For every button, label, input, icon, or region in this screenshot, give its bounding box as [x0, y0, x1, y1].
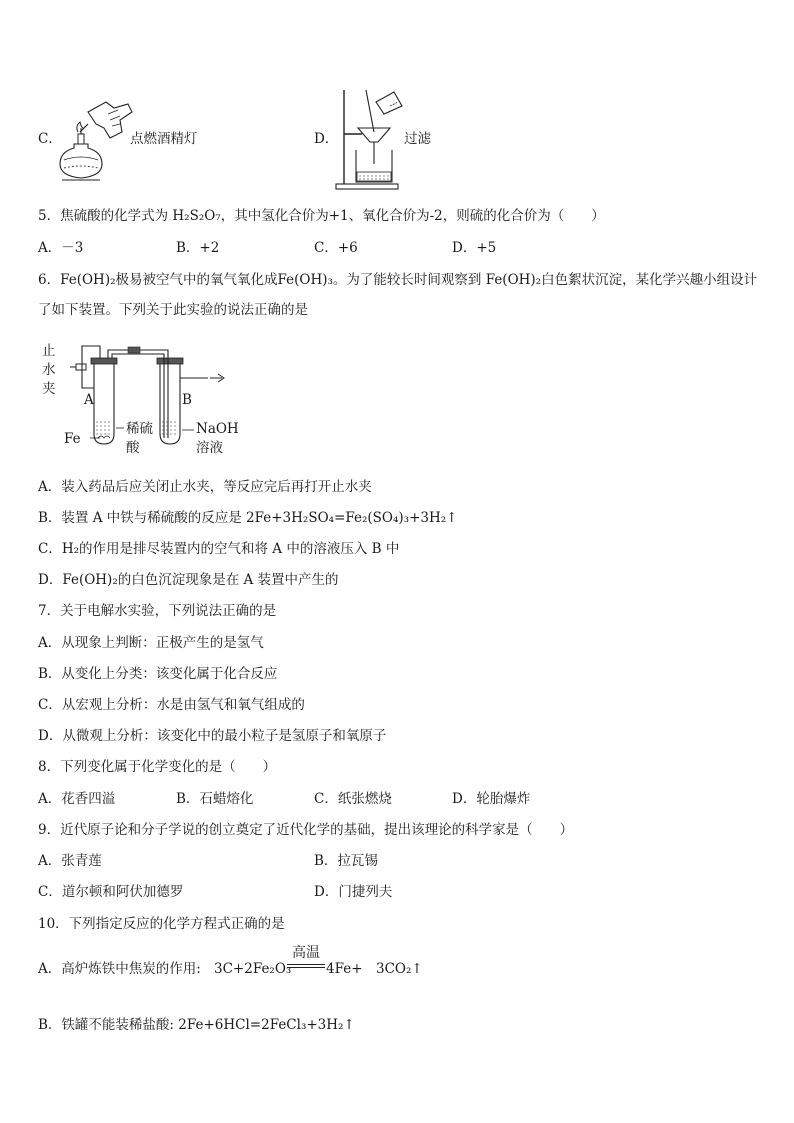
- option-d-caption: 过滤: [404, 131, 431, 147]
- q10-condition-bar-bottom: [287, 967, 325, 968]
- filtration-apparatus-figure: [332, 84, 404, 192]
- clamp-label-3: 夹: [42, 381, 56, 397]
- question-7-stem: 7．关于电解水实验，下列说法正确的是: [38, 603, 277, 619]
- tube-a-label: A: [84, 392, 94, 408]
- q10-option-b: B．铁罐不能装稀盐酸: 2Fe+6HCl=2FeCl₃+3H₂↑: [38, 1017, 355, 1033]
- q8-option-b: B．石蜡熔化: [176, 791, 254, 807]
- tube-b-label: B: [182, 392, 192, 408]
- q5-option-c: C．+6: [314, 240, 358, 256]
- q7-option-d: D．从微观上分析：该变化中的最小粒子是氢原子和氧原子: [38, 728, 387, 744]
- q10-option-a-condition: 高温: [292, 945, 320, 961]
- dilute-acid-label-1: 稀硫: [126, 421, 153, 437]
- q6-option-b: B．装置 A 中铁与稀硫酸的反应是 2Fe+3H₂SO₄=Fe₂(SO₄)₃+3H₂↑: [38, 510, 458, 526]
- q5-option-d: D．+5: [452, 240, 497, 256]
- fe-oh2-apparatus-figure: [38, 338, 238, 460]
- q6-option-d: D．Fe(OH)₂的白色沉淀现象是在 A 装置中产生的: [38, 572, 339, 588]
- q8-option-a: A．花香四溢: [38, 791, 116, 807]
- q7-option-a: A．从现象上判断：正极产生的是氢气: [38, 635, 264, 651]
- q5-option-a: A．－3: [38, 240, 84, 256]
- q10-option-a-rhs: 4Fe+ 3CO₂↑: [326, 961, 423, 977]
- q10-option-a-lhs: 3C+2Fe₂O₃: [214, 961, 292, 977]
- q9-option-a: A．张青莲: [38, 853, 102, 869]
- dilute-acid-label-2: 酸: [126, 440, 140, 456]
- question-9-stem: 9．近代原子论和分子学说的创立奠定了近代化学的基础，提出该理论的科学家是（ ）: [38, 822, 574, 838]
- option-c-label: C．: [38, 131, 62, 147]
- q8-option-c: C．纸张燃烧: [314, 791, 392, 807]
- q9-option-c: C．道尔顿和阿伏加德罗: [38, 884, 184, 900]
- q5-option-b: B．+2: [176, 240, 220, 256]
- naoh-label-1: NaOH: [196, 421, 239, 437]
- q9-option-d: D．门捷列夫: [314, 884, 393, 900]
- q7-option-b: B．从变化上分类：该变化属于化合反应: [38, 666, 278, 682]
- question-6-stem-line-2: 了如下装置。下列关于此实验的说法正确的是: [38, 302, 308, 318]
- clamp-label-2: 水: [42, 362, 56, 378]
- q7-option-c: C．从宏观上分析：水是由氢气和氧气组成的: [38, 697, 305, 713]
- q10-condition-bar-top: [287, 964, 325, 965]
- fe-label: Fe: [64, 431, 81, 447]
- q10-option-a-prefix: A．高炉炼铁中焦炭的作用:: [38, 961, 201, 977]
- q9-option-b: B．拉瓦锡: [314, 853, 378, 869]
- q6-option-a: A．装入药品后应关闭止水夹，等反应完后再打开止水夹: [38, 479, 372, 495]
- naoh-label-2: 溶液: [196, 440, 223, 456]
- q8-option-d: D．轮胎爆炸: [452, 791, 531, 807]
- question-6-stem-line-1: 6．Fe(OH)₂极易被空气中的氧气氧化成Fe(OH)₃。为了能较长时间观察到 Fe(OH)₂白色絮状沉淀，某化学兴趣小组设计: [38, 272, 758, 288]
- clamp-label-1: 止: [42, 343, 56, 359]
- lighting-alcohol-lamp-figure: [58, 98, 136, 182]
- option-d-label: D．: [314, 131, 339, 147]
- question-10-stem: 10．下列指定反应的化学方程式正确的是: [38, 916, 285, 932]
- q6-option-c: C．H₂的作用是排尽装置内的空气和将 A 中的溶液压入 B 中: [38, 541, 400, 557]
- question-5-stem: 5．焦硫酸的化学式为 H₂S₂O₇，其中氢化合价为+1、氧化合价为-2，则硫的化合价为（ ）: [38, 208, 605, 224]
- option-c-caption: 点燃酒精灯: [130, 131, 198, 147]
- question-8-stem: 8．下列变化属于化学变化的是（ ）: [38, 759, 277, 775]
